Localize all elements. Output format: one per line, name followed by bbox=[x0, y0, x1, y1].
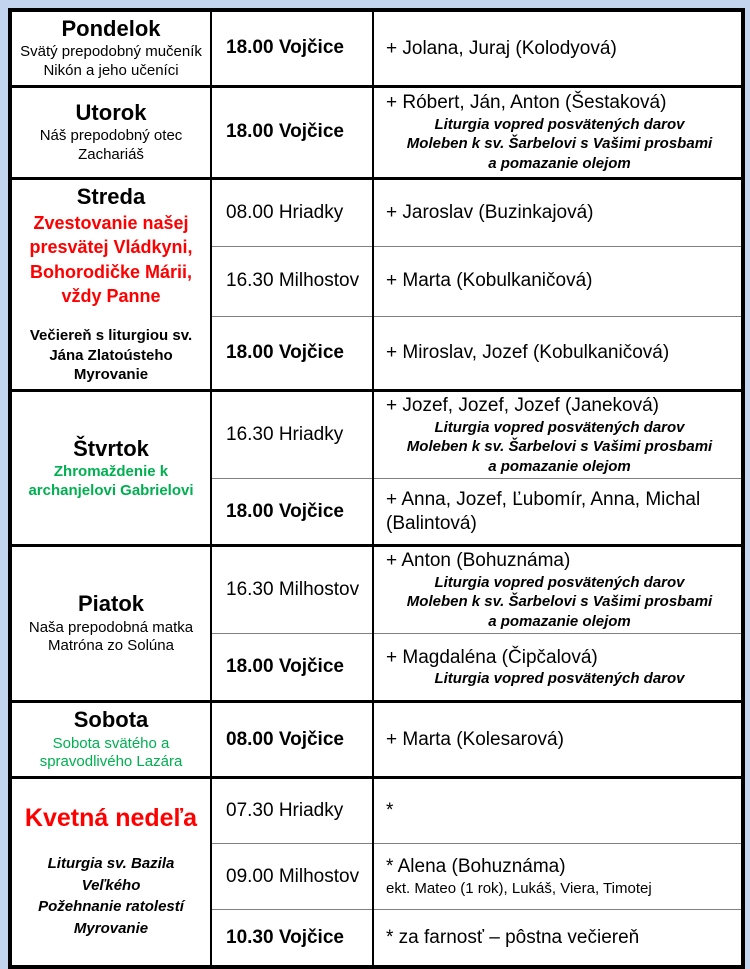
time-cell: 16.30 Milhostov bbox=[211, 246, 373, 316]
liturgy-note-line: a pomazanie olejom bbox=[488, 457, 631, 475]
liturgical-schedule-table bbox=[8, 8, 745, 969]
feast-title: Naša prepodobná matka Matróna zo Solúna bbox=[28, 618, 194, 655]
day-name: Utorok bbox=[75, 99, 147, 125]
day-note-line: Liturgia sv. Bazila Veľkého bbox=[47, 854, 175, 894]
liturgy-note-line: Liturgia vopred posvätených darov bbox=[434, 418, 685, 436]
day-note: Večiereň s liturgiou sv. Jána Zlatoústeho bbox=[29, 327, 193, 364]
day-cell-pondelok bbox=[10, 10, 211, 86]
feast-title: Náš prepodobný otec Zachariáš bbox=[39, 127, 183, 163]
intention-cell bbox=[373, 634, 743, 702]
day-name: Piatok bbox=[77, 591, 145, 617]
time-cell: 18.00 Vojčice bbox=[211, 479, 373, 546]
day-cell-streda bbox=[10, 178, 211, 390]
day-name: Pondelok bbox=[61, 16, 161, 41]
intention-text: + Anton (Bohuznáma) bbox=[386, 550, 571, 572]
intention-subnote: ekt. Mateo (1 rok), Lukáš, Viera, Timotej bbox=[386, 879, 652, 897]
intention-cell bbox=[373, 479, 743, 546]
day-cell-kvetna-nedela bbox=[10, 778, 211, 967]
time-cell: 18.00 Vojčice bbox=[211, 86, 373, 178]
day-cell-sobota bbox=[10, 702, 211, 778]
intention-cell bbox=[373, 390, 743, 478]
intention-cell bbox=[373, 702, 743, 778]
intention-cell bbox=[373, 546, 743, 634]
liturgy-note-line: Liturgia vopred posvätených darov bbox=[434, 573, 685, 591]
feast-title: Zvestovanie našej presvätej Vládkyni, Bohorodičke Márii, vždy Panne bbox=[29, 213, 193, 306]
day-note-line: Požehnanie ratolestí bbox=[38, 898, 184, 916]
time-cell: 10.30 Vojčice bbox=[211, 910, 373, 967]
feast-title: Svätý prepodobný mučeník Nikón a jeho učeníci bbox=[20, 43, 202, 80]
intention-text: + Marta (Kobulkaničová) bbox=[386, 270, 593, 292]
day-cell-utorok bbox=[10, 86, 211, 178]
day-name: Štvrtok bbox=[73, 435, 149, 461]
intention-cell bbox=[373, 316, 743, 390]
row-kvetna-1 bbox=[10, 778, 743, 844]
liturgy-note-line: a pomazanie olejom bbox=[488, 154, 631, 172]
liturgy-notes bbox=[386, 573, 733, 632]
intention-text: + Miroslav, Jozef (Kobulkaničová) bbox=[386, 341, 670, 363]
row-stvrtok-1 bbox=[10, 390, 743, 478]
intention-text: + Magdaléna (Čipčalová) bbox=[386, 646, 598, 668]
intention-cell bbox=[373, 246, 743, 316]
intention-cell bbox=[373, 844, 743, 910]
row-piatok-1 bbox=[10, 546, 743, 634]
liturgy-note-line: a pomazanie olejom bbox=[488, 612, 631, 630]
time-cell: 16.30 Hriadky bbox=[211, 390, 373, 478]
row-sobota bbox=[10, 702, 743, 778]
liturgy-note-line: Moleben k sv. Šarbelovi s Vašimi prosbami bbox=[406, 593, 713, 611]
day-name: Kvetná nedeľa bbox=[24, 804, 198, 833]
intention-text: * Alena (Bohuznáma) bbox=[386, 856, 566, 878]
day-cell-piatok bbox=[10, 546, 211, 702]
time-cell: 18.00 Vojčice bbox=[211, 634, 373, 702]
time-cell: 18.00 Vojčice bbox=[211, 316, 373, 390]
time-cell: 16.30 Milhostov bbox=[211, 546, 373, 634]
day-cell-stvrtok bbox=[10, 390, 211, 545]
row-pondelok bbox=[10, 10, 743, 86]
liturgy-notes bbox=[386, 669, 733, 689]
row-utorok bbox=[10, 86, 743, 178]
time-cell: 18.00 Vojčice bbox=[211, 10, 373, 86]
intention-text: + Jaroslav (Buzinkajová) bbox=[386, 201, 594, 223]
day-notes-italic bbox=[17, 853, 205, 940]
day-name: Streda bbox=[76, 183, 146, 209]
day-note: Myrovanie bbox=[73, 366, 149, 384]
intention-cell bbox=[373, 86, 743, 178]
time-cell: 07.30 Hriadky bbox=[211, 778, 373, 844]
intention-text: * za farnosť – pôstna večiereň bbox=[386, 926, 640, 948]
intention-text: + Jozef, Jozef, Jozef (Janeková) bbox=[386, 394, 659, 416]
liturgy-notes bbox=[386, 418, 733, 477]
intention-cell bbox=[373, 778, 743, 844]
row-streda-1 bbox=[10, 178, 743, 246]
intention-text: + Marta (Kolesarová) bbox=[386, 728, 564, 750]
feast-title: Zhromaždenie k archanjelovi Gabrielovi bbox=[28, 462, 194, 499]
intention-text: + Anna, Jozef, Ľubomír, Anna, Michal (Balintová) bbox=[386, 488, 701, 534]
liturgy-note-line: Liturgia vopred posvätených darov bbox=[434, 670, 685, 688]
intention-cell bbox=[373, 178, 743, 246]
day-note-line: Myrovanie bbox=[73, 920, 149, 938]
feast-title: Sobota svätého a spravodlivého Lazára bbox=[39, 734, 183, 771]
liturgy-notes bbox=[386, 115, 733, 174]
time-cell: 09.00 Milhostov bbox=[211, 844, 373, 910]
day-name: Sobota bbox=[73, 707, 149, 733]
intention-cell bbox=[373, 910, 743, 967]
liturgy-note-line: Liturgia vopred posvätených darov bbox=[434, 115, 685, 133]
intention-text: + Róbert, Ján, Anton (Šestaková) bbox=[386, 92, 667, 114]
time-cell: 08.00 Vojčice bbox=[211, 702, 373, 778]
intention-cell bbox=[373, 10, 743, 86]
time-cell: 08.00 Hriadky bbox=[211, 178, 373, 246]
liturgy-note-line: Moleben k sv. Šarbelovi s Vašimi prosbami bbox=[406, 438, 713, 456]
intention-text: + Jolana, Juraj (Kolodyová) bbox=[386, 37, 617, 59]
liturgy-note-line: Moleben k sv. Šarbelovi s Vašimi prosbami bbox=[406, 135, 713, 153]
intention-text: * bbox=[386, 800, 394, 822]
